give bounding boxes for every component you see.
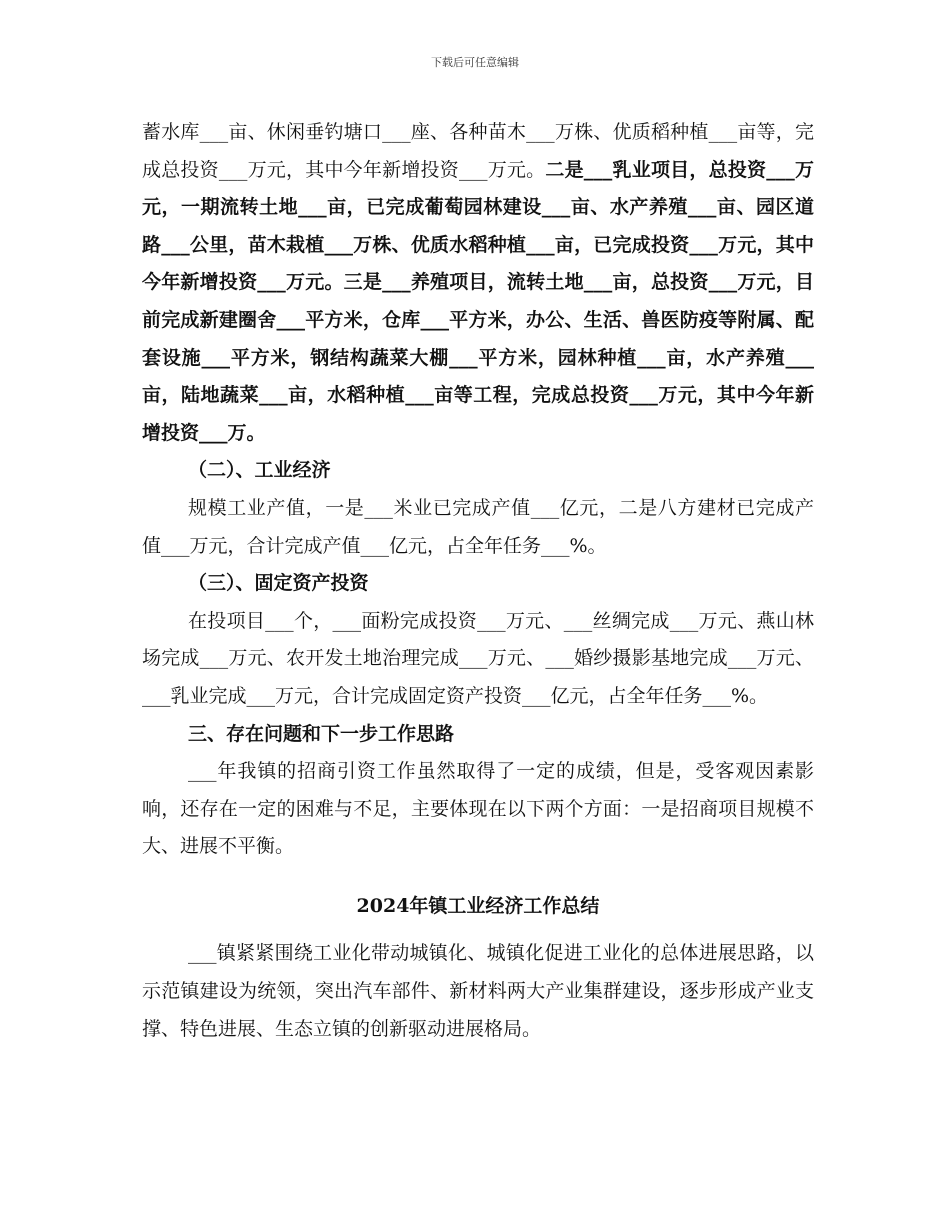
page-header: 下载后可任意编辑 — [431, 56, 519, 69]
paragraph-summary: ___镇紧紧围绕工业化带动城镇化、城镇化促进工业化的总体进展思路，以示范镇建设为统领，突出汽车部件、新材料两大产业集群建设，逐步形成产业支撑、特色进展、生态立镇的创新驱动进展格局。 — [142, 942, 814, 1040]
document-body — [142, 114, 814, 1048]
projects-bold-text: 二是___乳业项目，总投资___万元，一期流转土地___亩，已完成葡萄园林建设___亩、水产养殖___亩、园区道路___公里，苗木栽植___万株、优质水稻种植___亩，已完成投资___万元，其中今年新增投资___万元。三是___养殖项目，流转土地___亩，总投资___万元，目前完成新建圈舍___平方米，仓库___平方米，办公、生活、兽医防疫等附属、配套设施___平方米，钢结构蔬菜大棚___平方米，园林种植___亩，水产养殖___亩，陆地蔬菜___亩，水稻种植___亩等工程，完成总投资___万元，其中今年新增投资___万。 — [142, 158, 814, 444]
paragraph-industry: 规模工业产值，一是___米业已完成产值___亿元，二是八方建材已完成产值___万元，合计完成产值___亿元，占全年任务___%。 — [142, 496, 814, 557]
heading-fixed-assets: （三）、固定资产投资 — [188, 572, 369, 595]
document-title: 2024年镇工业经济工作总结 — [356, 894, 600, 917]
paragraph-fixed-assets: 在投项目___个，___面粉完成投资___万元、___丝绸完成___万元、燕山林场完成___万元、农开发土地治理完成___万元、___婚纱摄影基地完成___万元、___乳业完成___万元，合计完成固定资产投资___亿元，占全年任务___%。 — [142, 609, 814, 707]
paragraph-projects — [142, 114, 814, 452]
heading-problems: 三、存在问题和下一步工作思路 — [188, 722, 455, 745]
projects-text: 蓄水库___亩、休闲垂钓塘口___座、各种苗木___万株、优质稻种植___亩等，完成总投资___万元，其中今年新增投资___万元。 — [142, 121, 814, 181]
heading-industry: （二）、工业经济 — [188, 459, 331, 482]
paragraph-problems: ___年我镇的招商引资工作虽然取得了一定的成绩，但是，受客观因素影响，还存在一定的困难与不足，主要体现在以下两个方面：一是招商项目规模不大、进展不平衡。 — [142, 760, 814, 858]
